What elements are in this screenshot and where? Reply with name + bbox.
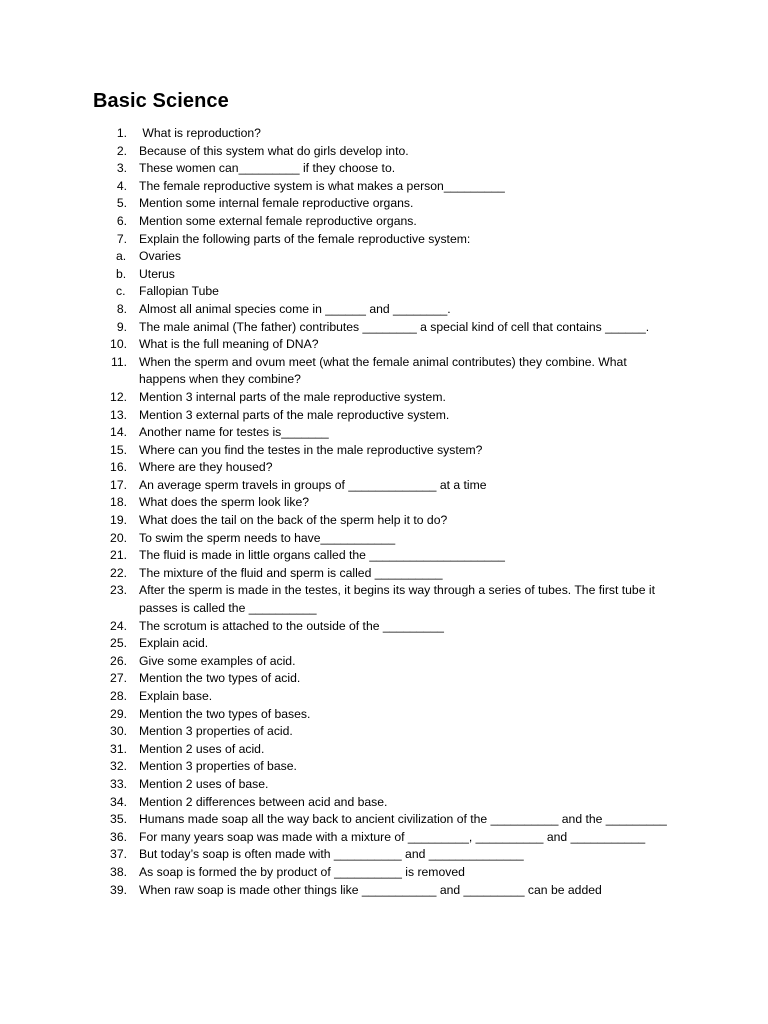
question-number: 3.	[116, 161, 127, 176]
question-number: 33.	[110, 776, 127, 791]
question-item	[0, 301, 768, 319]
question-text: Almost all animal species come in ______ and ________.	[139, 301, 451, 316]
question-text: To swim the sperm needs to have___________	[139, 530, 396, 545]
question-text: Mention 3 properties of base.	[139, 759, 297, 774]
question-text: Mention the two types of bases.	[139, 706, 311, 721]
question-number: 20.	[110, 530, 127, 545]
question-text: Mention 2 differences between acid and base.	[139, 794, 388, 809]
document-title: Basic Science	[93, 90, 229, 112]
question-number: 11.	[110, 354, 127, 369]
question-number: 37.	[110, 847, 127, 862]
question-text: Ovaries	[139, 249, 181, 264]
question-number: 16.	[110, 460, 127, 475]
question-item	[0, 354, 768, 389]
question-number: 21.	[110, 548, 127, 563]
question-item	[0, 547, 768, 565]
question-number: 31.	[110, 741, 127, 756]
question-item	[0, 160, 768, 178]
question-number: 39.	[110, 882, 127, 897]
question-text: Mention 3 external parts of the male reproductive system.	[139, 407, 450, 422]
question-number: a.	[116, 249, 127, 264]
question-text: Humans made soap all the way back to ancient civilization of the __________ and the _________	[139, 812, 667, 827]
question-number: 4.	[116, 178, 127, 193]
question-number: 19.	[110, 513, 127, 528]
question-text: An average sperm travels in groups of _____________ at a time	[139, 477, 487, 492]
question-item	[0, 670, 768, 688]
question-item	[0, 178, 768, 196]
question-item	[0, 829, 768, 847]
question-number: 35.	[110, 812, 127, 827]
question-text: After the sperm is made in the testes, it begins its way through a series of tubes. The first tube it passes is called the __________	[139, 583, 659, 616]
question-item	[0, 512, 768, 530]
question-item	[0, 530, 768, 548]
question-item	[0, 882, 768, 900]
question-item	[0, 266, 768, 284]
question-number: 8.	[116, 301, 127, 316]
question-number: 34.	[110, 794, 127, 809]
question-number: 1.	[116, 126, 127, 140]
question-item	[0, 794, 768, 812]
question-number: 14.	[110, 425, 127, 440]
question-item	[0, 477, 768, 495]
question-number: 22.	[110, 565, 127, 580]
question-number: 23.	[110, 583, 127, 598]
question-text: These women can_________ if they choose to.	[139, 161, 396, 176]
question-text: The female reproductive system is what makes a person_________	[139, 178, 505, 193]
question-number: 28.	[110, 689, 127, 703]
question-number: 26.	[110, 653, 127, 668]
question-number: 2.	[116, 143, 127, 158]
question-number: 15.	[110, 442, 127, 457]
question-text: When the sperm and ovum meet (what the female animal contributes) they combine. What happens when they combine?	[139, 354, 631, 387]
question-item	[0, 618, 768, 636]
question-number: c.	[116, 284, 126, 299]
question-number: 12.	[110, 389, 127, 404]
question-item	[0, 389, 768, 407]
question-text: Another name for testes is_______	[139, 425, 329, 440]
question-text: When raw soap is made other things like ___________ and _________ can be added	[139, 882, 602, 897]
question-number: 5.	[116, 196, 127, 211]
question-text: The male animal (The father) contributes ________ a special kind of cell that contains ______.	[139, 319, 650, 334]
question-text: Mention the two types of acid.	[139, 671, 301, 686]
question-item	[0, 407, 768, 425]
question-text: What is reproduction?	[139, 126, 261, 140]
question-text: What does the sperm look like?	[139, 495, 310, 510]
question-text: Where can you find the testes in the male reproductive system?	[139, 442, 483, 457]
question-text: Uterus	[139, 266, 175, 281]
question-item	[0, 565, 768, 583]
question-item	[0, 283, 768, 301]
question-text: Mention 3 internal parts of the male reproductive system.	[139, 389, 446, 404]
question-item	[0, 248, 768, 266]
question-list	[0, 125, 768, 899]
question-item	[0, 653, 768, 671]
question-item	[0, 213, 768, 231]
question-number: 24.	[110, 618, 127, 633]
question-text: But today’s soap is often made with __________ and ______________	[139, 847, 524, 862]
question-item	[0, 776, 768, 794]
question-item	[0, 125, 768, 143]
question-text: Give some examples of acid.	[139, 653, 296, 668]
question-item	[0, 582, 768, 617]
question-number: 18.	[110, 495, 127, 510]
question-item	[0, 143, 768, 161]
question-text: The scrotum is attached to the outside of the _________	[139, 618, 444, 633]
question-number: 10.	[110, 337, 127, 352]
question-text: For many years soap was made with a mixture of _________, __________ and ___________	[139, 829, 646, 844]
question-item	[0, 442, 768, 460]
question-item	[0, 231, 768, 249]
question-number: b.	[116, 266, 127, 281]
question-number: 7.	[116, 231, 127, 246]
question-number: 32.	[110, 759, 127, 774]
question-item	[0, 494, 768, 512]
question-text: Mention some internal female reproductive organs.	[139, 196, 414, 211]
question-item	[0, 336, 768, 354]
question-text: As soap is formed the by product of __________ is removed	[139, 864, 465, 879]
question-number: 30.	[110, 724, 127, 739]
question-number: 29.	[110, 706, 127, 721]
question-text: The fluid is made in little organs called the ____________________	[139, 548, 505, 563]
question-item	[0, 319, 768, 337]
question-text: Explain acid.	[139, 636, 209, 651]
question-number: 25.	[110, 636, 127, 651]
question-text: Mention 2 uses of base.	[139, 776, 269, 791]
question-item	[0, 758, 768, 776]
question-text: Mention some external female reproductive organs.	[139, 213, 417, 228]
question-item	[0, 195, 768, 213]
question-number: 38.	[110, 864, 127, 879]
question-text: Where are they housed?	[139, 460, 273, 475]
question-number: 13.	[110, 407, 127, 422]
question-item	[0, 459, 768, 477]
question-item	[0, 706, 768, 724]
question-item	[0, 723, 768, 741]
question-text: Explain the following parts of the female reproductive system:	[139, 231, 471, 246]
question-text: Explain base.	[139, 689, 213, 703]
question-text: Fallopian Tube	[139, 284, 219, 299]
question-item	[0, 846, 768, 864]
question-text: What does the tail on the back of the sperm help it to do?	[139, 513, 448, 528]
question-number: 17.	[110, 477, 127, 492]
question-item	[0, 688, 768, 706]
question-number: 9.	[116, 319, 127, 334]
question-text: What is the full meaning of DNA?	[139, 337, 319, 352]
question-text: The mixture of the fluid and sperm is called __________	[139, 565, 443, 580]
question-number: 36.	[110, 829, 127, 844]
question-number: 6.	[116, 213, 127, 228]
question-item	[0, 811, 768, 829]
question-text: Because of this system what do girls develop into.	[139, 143, 409, 158]
question-item	[0, 424, 768, 442]
question-text: Mention 3 properties of acid.	[139, 724, 293, 739]
question-item	[0, 635, 768, 653]
question-number: 27.	[110, 671, 127, 686]
question-item	[0, 864, 768, 882]
question-item	[0, 741, 768, 759]
question-text: Mention 2 uses of acid.	[139, 741, 265, 756]
